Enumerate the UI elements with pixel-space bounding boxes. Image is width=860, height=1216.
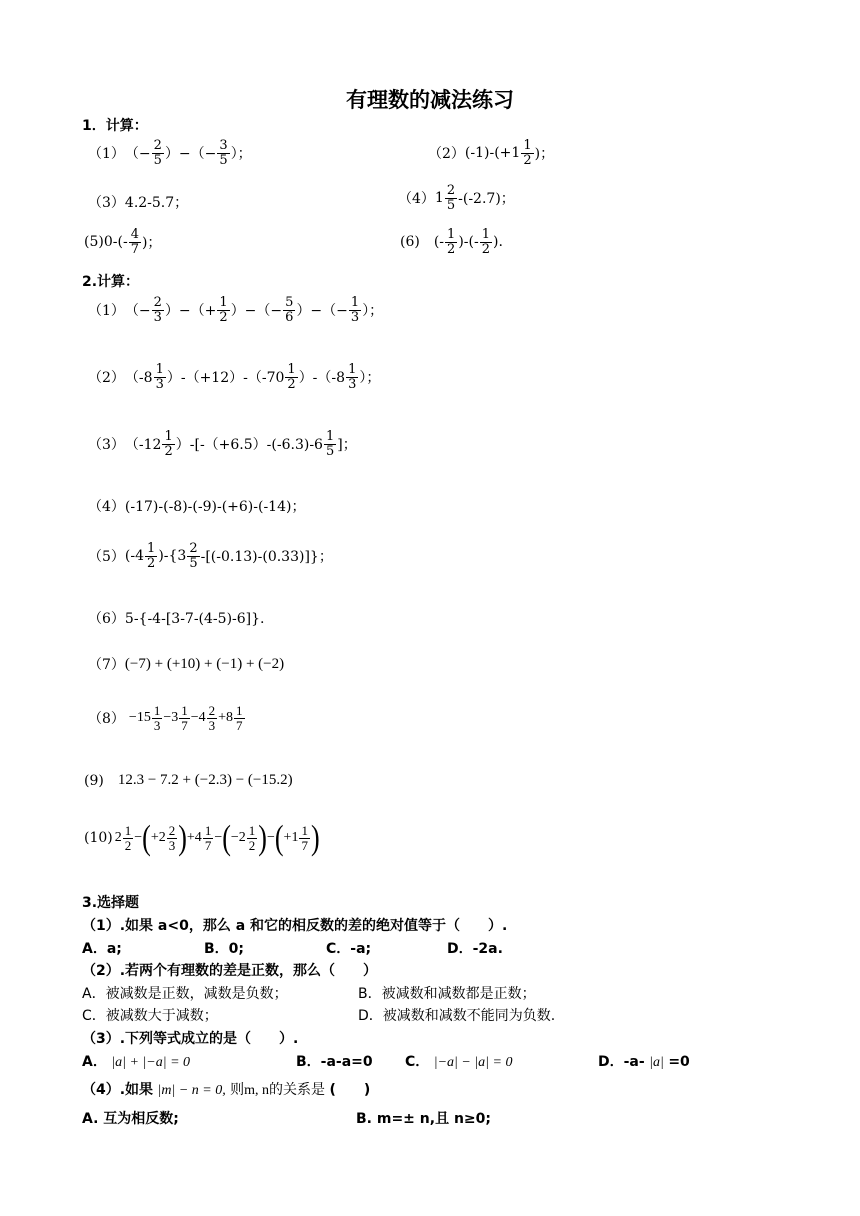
numerator: 2 bbox=[168, 823, 176, 838]
text: 则m, n的关系是 bbox=[230, 1083, 326, 1098]
left-paren: ( bbox=[222, 817, 231, 858]
fraction bbox=[154, 363, 166, 391]
text: ）-（+12）-（-70 bbox=[166, 370, 285, 387]
s3-q1-option-c: C．-a; bbox=[326, 941, 372, 957]
denominator: 7 bbox=[301, 837, 308, 853]
numerator: 1 bbox=[350, 295, 360, 310]
text: ]； bbox=[337, 437, 357, 454]
right-paren: ) bbox=[178, 817, 187, 858]
s1-problem-5 bbox=[84, 228, 161, 256]
s2-question-3 bbox=[88, 430, 357, 458]
fraction bbox=[145, 542, 157, 570]
text: （-8 bbox=[124, 370, 153, 387]
s1-problem-1 bbox=[88, 139, 252, 167]
label: （8） bbox=[88, 711, 125, 728]
fraction bbox=[123, 824, 134, 852]
label: （2） bbox=[88, 370, 125, 387]
denominator: 5 bbox=[219, 152, 228, 168]
numerator: 1 bbox=[481, 227, 490, 242]
denominator: 2 bbox=[124, 837, 132, 853]
denominator: 3 bbox=[168, 837, 176, 853]
fraction bbox=[217, 296, 229, 324]
text: ）-[-（+6.5）-(-6.3)-6 bbox=[175, 437, 323, 454]
numerator: 1 bbox=[124, 823, 132, 838]
label: (5) bbox=[84, 234, 104, 251]
text: ）−（− bbox=[230, 303, 283, 320]
fraction bbox=[299, 824, 310, 852]
text: )-(- bbox=[458, 234, 479, 251]
fraction bbox=[129, 228, 141, 256]
denominator: 3 bbox=[350, 309, 360, 325]
label: （1） bbox=[88, 146, 125, 163]
text: ）； bbox=[359, 370, 381, 387]
expression: |m| − n = 0, bbox=[157, 1083, 226, 1098]
fraction bbox=[285, 363, 297, 391]
s1-problem-3: （3）4.2-5.7； bbox=[88, 195, 189, 211]
text: +8 bbox=[218, 710, 234, 726]
section-3-heading: 3.选择题 bbox=[82, 895, 140, 911]
right-paren: ) bbox=[310, 817, 320, 858]
denominator: 2 bbox=[523, 152, 532, 168]
fraction bbox=[283, 296, 295, 324]
text: 1 bbox=[434, 190, 444, 207]
label: (10) bbox=[84, 830, 113, 847]
denominator: 2 bbox=[147, 555, 156, 571]
label: (9) bbox=[84, 772, 104, 789]
text: ）-（-8 bbox=[298, 370, 346, 387]
s1-problem-4 bbox=[398, 184, 515, 212]
numerator: 2 bbox=[189, 541, 198, 556]
denominator: 2 bbox=[248, 837, 256, 853]
text: （-12 bbox=[124, 437, 162, 454]
s3-q3-option-b: B．-a-a=0 bbox=[296, 1054, 373, 1070]
numerator: 3 bbox=[219, 138, 228, 153]
fraction bbox=[152, 139, 164, 167]
denominator: 3 bbox=[155, 376, 164, 392]
label: （1） bbox=[88, 303, 125, 320]
numerator: 2 bbox=[446, 183, 456, 198]
s2-question-5 bbox=[88, 542, 333, 570]
numerator: 1 bbox=[236, 703, 243, 718]
s3-q2-stem: （2）.若两个有理数的差是正数，那么（ ） bbox=[82, 963, 378, 979]
label: (6) bbox=[400, 234, 420, 251]
s1-problem-6 bbox=[400, 228, 503, 256]
text: ( ) bbox=[329, 1082, 371, 1098]
fraction bbox=[346, 363, 358, 391]
s3-q2-option-b: B．被减数和减数都是正数； bbox=[358, 986, 536, 1002]
label: （4） bbox=[398, 191, 435, 208]
option-label: C． bbox=[405, 1054, 430, 1070]
text: − bbox=[214, 830, 223, 846]
text: （4）.如果 bbox=[82, 1082, 154, 1098]
denominator: 7 bbox=[204, 837, 212, 853]
numerator: 2 bbox=[208, 703, 216, 718]
numerator: 1 bbox=[287, 362, 296, 377]
text: -[(-0.13)-(0.33)]}； bbox=[200, 549, 333, 566]
fraction bbox=[187, 542, 199, 570]
text: ）−（+ bbox=[164, 303, 217, 320]
text: +4 bbox=[186, 830, 202, 846]
text: +2 bbox=[150, 830, 166, 846]
s1-problem-2 bbox=[428, 139, 554, 167]
text: (-1)-(+1 bbox=[464, 145, 521, 162]
fraction bbox=[179, 704, 190, 732]
denominator: 5 bbox=[189, 555, 198, 571]
s3-q2-option-c: C．被减数大于减数； bbox=[82, 1008, 218, 1024]
text: 2 bbox=[114, 830, 122, 846]
text: )； bbox=[141, 235, 162, 252]
page-title: 有理数的减法练习 bbox=[346, 88, 514, 112]
denominator: 2 bbox=[219, 309, 228, 325]
denominator: 2 bbox=[287, 376, 296, 392]
numerator: 1 bbox=[447, 227, 456, 242]
denominator: 7 bbox=[130, 241, 139, 257]
fraction bbox=[247, 824, 258, 852]
fraction bbox=[445, 184, 457, 212]
fraction bbox=[480, 228, 492, 256]
text: -(-2.7)； bbox=[458, 191, 515, 208]
option-label: D．-a- bbox=[598, 1054, 645, 1070]
denominator: 7 bbox=[181, 717, 188, 733]
fraction bbox=[152, 704, 163, 732]
denominator: 3 bbox=[153, 717, 161, 733]
denominator: 5 bbox=[153, 152, 162, 168]
numerator: 2 bbox=[153, 295, 162, 310]
numerator: 1 bbox=[523, 138, 532, 153]
fraction bbox=[349, 296, 361, 324]
numerator: 4 bbox=[130, 227, 139, 242]
numerator: 1 bbox=[153, 703, 161, 718]
s2-question-6: （6）5-{-4-[3-7-(4-5)-6]}. bbox=[88, 611, 265, 627]
numerator: 1 bbox=[164, 429, 173, 444]
label: （7） bbox=[88, 657, 125, 673]
s3-q4-stem bbox=[82, 1079, 370, 1099]
fraction bbox=[521, 139, 533, 167]
text: (-4 bbox=[124, 548, 145, 565]
fraction bbox=[203, 824, 214, 852]
denominator: 7 bbox=[236, 717, 243, 733]
denominator: 5 bbox=[325, 443, 335, 459]
text: ）−（− bbox=[296, 303, 348, 320]
expression: (−7) + (+10) + (−1) + (−2) bbox=[124, 655, 285, 672]
s3-q3-option-d bbox=[598, 1051, 690, 1071]
left-paren: ( bbox=[142, 817, 151, 858]
text: − bbox=[266, 830, 275, 846]
denominator: 3 bbox=[348, 376, 357, 392]
numerator: 1 bbox=[301, 823, 308, 838]
text: （− bbox=[124, 146, 151, 163]
s2-question-10 bbox=[84, 817, 320, 858]
s3-q1-option-b: B．0; bbox=[204, 941, 245, 957]
s3-q3-option-c bbox=[405, 1051, 512, 1071]
text: （− bbox=[124, 303, 151, 320]
expression: |a| + |−a| = 0 bbox=[111, 1055, 191, 1070]
denominator: 2 bbox=[447, 241, 456, 257]
s3-q3-option-a bbox=[82, 1051, 190, 1071]
fraction bbox=[207, 704, 218, 732]
numerator: 1 bbox=[219, 295, 228, 310]
text: −4 bbox=[190, 710, 206, 726]
text: =0 bbox=[668, 1054, 690, 1070]
option-label: A． bbox=[82, 1054, 107, 1070]
text: ）−（− bbox=[164, 146, 217, 163]
s3-q2-option-a: A．被减数是正数，减数是负数； bbox=[82, 986, 288, 1002]
text: )； bbox=[534, 146, 555, 163]
fraction bbox=[167, 824, 178, 852]
text: )-{3 bbox=[158, 548, 187, 565]
s2-question-7 bbox=[88, 654, 284, 674]
expression: |−a| − |a| = 0 bbox=[433, 1055, 513, 1070]
s3-q2-option-d: D．被减数和减数不能同为负数. bbox=[358, 1008, 556, 1024]
numerator: 5 bbox=[285, 295, 294, 310]
s3-q3-stem: （3）.下列等式成立的是（ ）. bbox=[82, 1031, 299, 1047]
numerator: 1 bbox=[204, 823, 212, 838]
fraction bbox=[445, 228, 457, 256]
s2-question-1 bbox=[88, 296, 383, 324]
section-2-heading: 2.计算： bbox=[82, 274, 140, 290]
s2-question-9 bbox=[84, 772, 293, 789]
fraction bbox=[217, 139, 229, 167]
text: − bbox=[134, 830, 143, 846]
text: −15 bbox=[128, 710, 151, 726]
text: ). bbox=[493, 234, 503, 251]
fraction bbox=[234, 704, 245, 732]
text: ）； bbox=[362, 303, 384, 320]
section-1-heading: 1．计算： bbox=[82, 118, 148, 134]
label: （2） bbox=[428, 146, 465, 163]
fraction bbox=[152, 296, 164, 324]
s3-q4-option-a: A. 互为相反数; bbox=[82, 1111, 179, 1127]
s3-q4-option-b: B. m=± n,且 n≥0; bbox=[356, 1111, 491, 1127]
s3-q1-stem: （1）.如果 a<0，那么 a 和它的相反数的差的绝对值等于（ ）. bbox=[82, 918, 508, 934]
s3-q1-option-a: A．a; bbox=[82, 941, 122, 957]
numerator: 1 bbox=[248, 823, 256, 838]
label: （5） bbox=[88, 549, 125, 566]
expression: |a| bbox=[649, 1055, 664, 1070]
numerator: 1 bbox=[155, 362, 164, 377]
expression: 12.3 − 7.2 + (−2.3) − (−15.2) bbox=[117, 772, 293, 788]
numerator: 1 bbox=[181, 703, 188, 718]
text: +1 bbox=[283, 830, 299, 846]
text: −2 bbox=[230, 830, 246, 846]
left-paren: ( bbox=[274, 817, 284, 858]
denominator: 2 bbox=[481, 241, 490, 257]
s3-q1-option-d: D．-2a. bbox=[447, 941, 503, 957]
denominator: 2 bbox=[164, 443, 173, 459]
s2-question-2 bbox=[88, 363, 380, 391]
numerator: 2 bbox=[153, 138, 162, 153]
s2-question-4: （4）(-17)-(-8)-(-9)-(+6)-(-14)； bbox=[88, 499, 306, 515]
denominator: 6 bbox=[285, 309, 294, 325]
text: 0-(- bbox=[103, 234, 128, 251]
denominator: 5 bbox=[446, 197, 456, 213]
text: ）； bbox=[230, 146, 252, 163]
right-paren: ) bbox=[258, 817, 267, 858]
label: （3） bbox=[88, 437, 125, 454]
fraction bbox=[324, 430, 336, 458]
fraction bbox=[162, 430, 174, 458]
numerator: 1 bbox=[147, 541, 156, 556]
denominator: 3 bbox=[208, 717, 216, 733]
denominator: 3 bbox=[153, 309, 162, 325]
numerator: 1 bbox=[348, 362, 357, 377]
text: −3 bbox=[163, 710, 179, 726]
text: (- bbox=[433, 234, 445, 251]
s2-question-8 bbox=[88, 704, 246, 732]
numerator: 1 bbox=[325, 429, 335, 444]
